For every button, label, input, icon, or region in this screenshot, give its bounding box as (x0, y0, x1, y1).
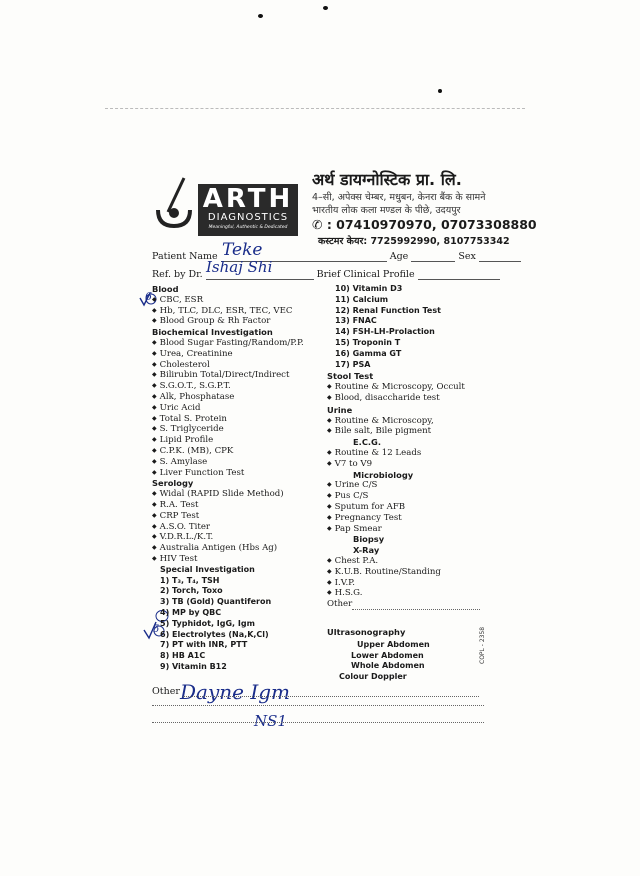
test-item[interactable]: ◆ Uric Acid (152, 403, 304, 414)
test-item[interactable]: ◆ S. Amylase (152, 457, 304, 468)
test-item[interactable]: 8) HB A1C (160, 651, 206, 661)
section-heading: Stool Test (327, 371, 374, 382)
test-item[interactable]: ◆ K.U.B. Routine/Standing (327, 567, 480, 578)
test-item[interactable]: ◆ Urea, Creatinine (152, 349, 304, 360)
test-item[interactable]: ◆ Cholesterol (152, 360, 304, 371)
test-item[interactable]: ◆ Pap Smear (327, 524, 480, 535)
section-heading: Microbiology (353, 469, 414, 480)
sex-line (479, 251, 521, 262)
ultrasonography-title: Ultrasonography (327, 627, 406, 637)
sex-label: Sex (458, 251, 476, 262)
test-item[interactable]: ◆ V7 to V9 (327, 459, 480, 470)
test-item[interactable]: ◆ Total S. Protein (152, 414, 304, 425)
other-line[interactable] (327, 599, 480, 610)
paper-speck (438, 89, 442, 93)
other-line-label: Other (327, 599, 353, 610)
test-item[interactable]: 6) Electrolytes (Na,K,Cl) (160, 629, 269, 639)
ultra-item[interactable]: Lower Abdomen (351, 650, 424, 660)
test-item[interactable]: 14) FSH-LH-Prolaction (335, 327, 435, 337)
handwritten-mark-typhidot: 5 (153, 624, 160, 635)
test-item[interactable]: ◆ Liver Function Test (152, 468, 304, 479)
section-heading: X-Ray (353, 545, 380, 556)
section-heading: E.C.G. (353, 437, 382, 448)
tear-line (105, 108, 525, 109)
test-item[interactable]: 17) PSA (335, 359, 371, 369)
test-item[interactable]: 1) T₃, T₄, TSH (160, 575, 220, 585)
test-item[interactable]: 4) MP by QBC (160, 607, 222, 617)
other-dotted-line (152, 722, 484, 723)
logo-tagline: Meaningful, Authentic & Dedicated (208, 225, 288, 230)
clinical-profile-label: Brief Clinical Profile (316, 269, 415, 280)
ultra-item[interactable]: Upper Abdomen (357, 639, 430, 649)
test-item[interactable]: ◆ CRP Test (152, 511, 304, 522)
test-item[interactable]: ◆ Routine & 12 Leads (327, 448, 480, 459)
company-name: अर्थ डायग्नोस्टिक प्रा. लि. (312, 170, 462, 189)
right-test-column (327, 284, 480, 610)
test-item[interactable]: 15) Troponin T (335, 337, 401, 347)
test-item[interactable]: ◆ A.S.O. Titer (152, 522, 304, 533)
test-item[interactable]: ◆ Hb, TLC, DLC, ESR, TEC, VEC (152, 306, 304, 317)
test-item[interactable]: ◆ Blood, disaccharide test (327, 393, 480, 404)
handwritten-other-line-2: NS1 (254, 712, 287, 730)
test-item[interactable]: ◆ Routine & Microscopy, Occult (327, 382, 480, 393)
left-test-column (152, 284, 304, 673)
test-item[interactable]: ◆ Routine & Microscopy, (327, 416, 480, 427)
test-item[interactable]: ◆ I.V.P. (327, 578, 480, 589)
phone-numbers: ✆ : 07410970970, 07073308880 (312, 217, 537, 232)
section-heading: Biochemical Investigation (152, 327, 273, 338)
logo-subtitle: DIAGNOSTICS (207, 212, 289, 223)
paper-speck (323, 6, 328, 10)
test-item[interactable]: ◆ Australia Antigen (Hbs Ag) (152, 543, 304, 554)
test-item[interactable]: ◆ Lipid Profile (152, 435, 304, 446)
customer-care: कस्टमर केयर: 7725992990, 8107753342 (318, 236, 510, 247)
test-item[interactable]: 11) Calcium (335, 294, 389, 304)
test-item[interactable]: ◆ V.D.R.L./K.T. (152, 532, 304, 543)
ultrasonography-section (327, 627, 430, 683)
test-item[interactable]: ◆ Pus C/S (327, 491, 480, 502)
test-item[interactable]: ◆ CBC, ESR (152, 295, 304, 306)
section-heading: Urine (327, 404, 353, 415)
test-item[interactable]: ◆ Blood Sugar Fasting/Random/P.P. (152, 338, 304, 349)
paper-speck (258, 14, 263, 18)
handwritten-other-line-1: Dayne Igm (180, 680, 290, 704)
handwritten-mark-cbc: 6 (145, 290, 152, 303)
ultra-item[interactable]: Whole Abdomen (351, 661, 425, 671)
logo-title: ARTH (202, 184, 294, 214)
test-item[interactable]: ◆ Pregnancy Test (327, 513, 480, 524)
test-item[interactable]: 9) Vitamin B12 (160, 661, 227, 671)
other-dotted-line (183, 696, 479, 697)
handwritten-patient-name: Teke (222, 240, 263, 260)
test-item[interactable]: ◆ S. Triglyceride (152, 424, 304, 435)
test-item[interactable]: Special Investigation (160, 564, 255, 574)
test-item[interactable]: 7) PT with INR, PTT (160, 640, 248, 650)
test-item[interactable]: ◆ Sputum for AFB (327, 502, 480, 513)
test-item[interactable]: 3) TB (Gold) Quantiferon (160, 597, 272, 607)
section-heading: Blood (152, 284, 179, 294)
test-item[interactable]: 13) FNAC (335, 316, 377, 326)
test-item[interactable]: ◆ Bilirubin Total/Direct/Indirect (152, 370, 304, 381)
test-item[interactable]: 16) Gamma GT (335, 348, 402, 358)
other-field[interactable] (152, 686, 479, 697)
other-label: Other (152, 686, 180, 697)
test-item[interactable]: ◆ Widal (RAPID Slide Method) (152, 489, 304, 500)
address-line-1: 4–सी, अपेक्स चेम्बर, मधुबन, केनरा बैंक के सामने (312, 192, 486, 203)
section-heading: Serology (152, 478, 194, 489)
other-dotted-line (152, 705, 484, 706)
age-label: Age (389, 251, 409, 262)
handwritten-ref-doctor: Ishaj Shi (206, 258, 273, 276)
other-dotted-line (352, 609, 480, 610)
ref-doctor-label: Ref. by Dr. (152, 269, 203, 280)
test-item[interactable]: 10) Vitamin D3 (335, 284, 403, 293)
test-item[interactable]: ◆ Bile salt, Bile pigment (327, 426, 480, 437)
test-item[interactable]: ◆ R.A. Test (152, 500, 304, 511)
address-line-2: भारतीय लोक कला मण्डल के पीछे, उदयपुर (312, 205, 461, 216)
test-item[interactable]: ◆ C.P.K. (MB), CPK (152, 446, 304, 457)
age-line (411, 251, 455, 262)
ultra-item[interactable]: Colour Doppler (339, 672, 407, 682)
test-item[interactable]: ◆ H.S.G. (327, 588, 480, 599)
test-item[interactable]: ◆ Alk, Phosphatase (152, 392, 304, 403)
patient-name-label: Patient Name (152, 251, 218, 262)
test-item[interactable]: 5) Typhidot, IgG, Igm (160, 618, 255, 628)
test-item[interactable]: ◆ S.G.O.T., S.G.P.T. (152, 381, 304, 392)
test-item[interactable]: ◆ HIV Test (152, 554, 304, 565)
test-item[interactable]: ◆ Urine C/S (327, 480, 480, 491)
test-item[interactable]: ◆ Blood Group & Rh Factor (152, 316, 304, 327)
test-item[interactable]: 12) Renal Function Test (335, 305, 441, 315)
arth-logo (152, 176, 302, 236)
logo-mark-icon (154, 176, 194, 232)
test-item[interactable]: 2) Torch, Toxo (160, 586, 223, 596)
clinical-profile-line (418, 269, 500, 280)
section-heading: Biopsy (353, 534, 385, 545)
test-item[interactable]: ◆ Chest P.A. (327, 556, 480, 567)
ref-doctor-field[interactable] (152, 269, 500, 280)
logo-box (198, 184, 298, 236)
form-code: COPL - 2358 (479, 626, 486, 664)
